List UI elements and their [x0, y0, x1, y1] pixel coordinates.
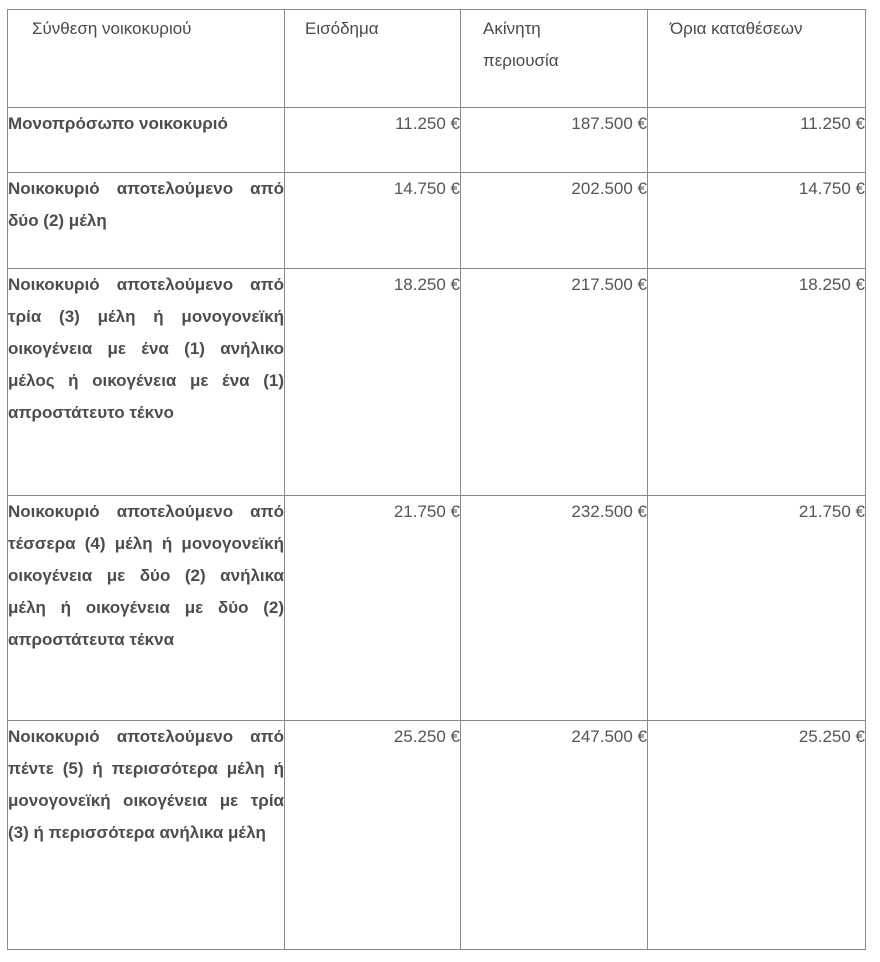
household-cell: Νοικοκυριό αποτελούμενο από δύο (2) μέλη [8, 173, 285, 269]
deposits-cell: 18.250 € [648, 269, 866, 496]
deposits-cell: 11.250 € [648, 108, 866, 173]
table-row [8, 269, 866, 496]
table-header-row [8, 10, 866, 108]
household-cell: Νοικοκυριό αποτελούμενο από τρία (3) μέλη ή μονογονεϊκή οικογένεια με ένα (1) ανήλικο μέλος ή οικογένεια με ένα (1) απροστάτευτο τέκνο [8, 269, 285, 496]
property-cell: 232.500 € [461, 496, 648, 721]
property-cell: 202.500 € [461, 173, 648, 269]
household-cell: Νοικοκυριό αποτελούμενο από πέντε (5) ή περισσότερα μέλη ή μονογονεϊκή οικογένεια με τρία (3) ή περισσότερα ανήλικα μέλη [8, 721, 285, 950]
header-income: Εισόδημα [285, 10, 461, 108]
table-row [8, 496, 866, 721]
deposits-cell: 25.250 € [648, 721, 866, 950]
income-cell: 21.750 € [285, 496, 461, 721]
income-cell: 18.250 € [285, 269, 461, 496]
property-cell: 217.500 € [461, 269, 648, 496]
header-real-estate: Ακίνητη περιουσία [461, 10, 648, 108]
header-household-composition: Σύνθεση νοικοκυριού [8, 10, 285, 108]
household-cell: Μονοπρόσωπο νοικοκυριό [8, 108, 285, 173]
deposits-cell: 21.750 € [648, 496, 866, 721]
household-limits-table [7, 9, 866, 950]
income-cell: 11.250 € [285, 108, 461, 173]
table-row [8, 108, 866, 173]
property-cell: 187.500 € [461, 108, 648, 173]
household-cell: Νοικοκυριό αποτελούμενο από τέσσερα (4) μέλη ή μονογονεϊκή οικογένεια με δύο (2) ανήλικα μέλη ή οικογένεια με δύο (2) απροστάτευτα τέκνα [8, 496, 285, 721]
income-cell: 25.250 € [285, 721, 461, 950]
property-cell: 247.500 € [461, 721, 648, 950]
header-deposit-limits: Όρια καταθέσεων [648, 10, 866, 108]
table-row [8, 173, 866, 269]
table-row [8, 721, 866, 950]
deposits-cell: 14.750 € [648, 173, 866, 269]
income-cell: 14.750 € [285, 173, 461, 269]
